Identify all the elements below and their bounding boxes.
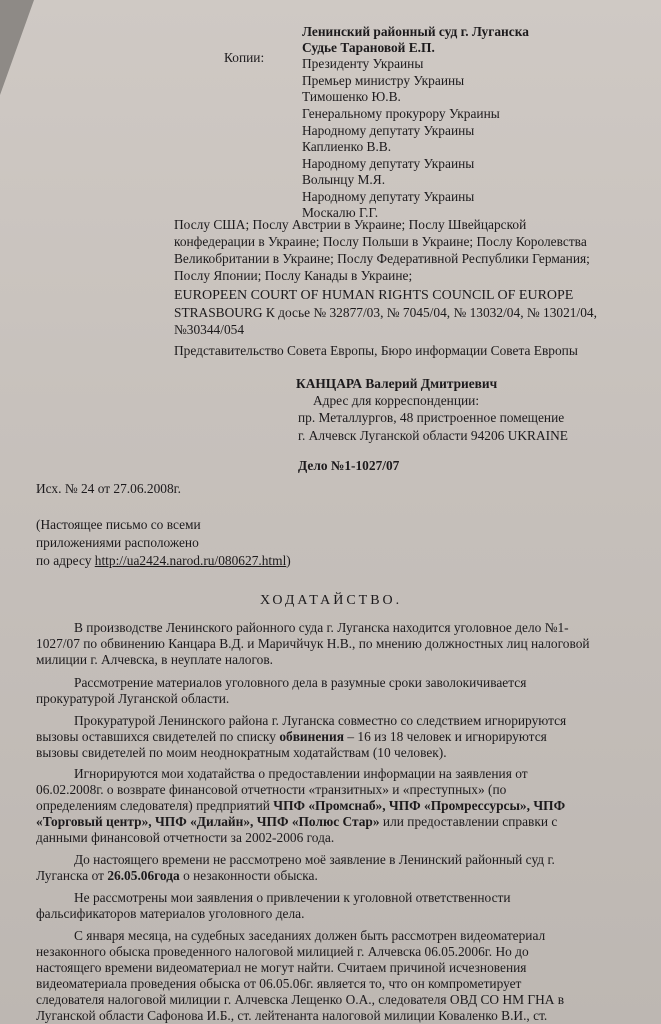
body-line: Не рассмотрены мои заявления о привлечении к уголовной ответственности (74, 890, 511, 905)
body-line: Прокуратурой Ленинского района г. Луганска совместно со следствием игнорируются (74, 713, 567, 728)
body-line: 1027/07 по обвинению Канцара В.Д. и Маричйчук Н.В., по мнению должностных лиц налоговой (36, 636, 590, 651)
body-line: Рассмотрение материалов уголовного дела в разумные сроки заволокичивается (74, 675, 527, 690)
note-link-prefix: по адресу (36, 553, 95, 568)
body-line: настоящего времени видеоматериал не могут найти. Считаем причиной исчезновения (36, 960, 527, 975)
body-bold: «Торговый центр», ЧПФ «Дилайн», ЧПФ «Полюс Стар» (36, 814, 380, 829)
copy-recipient: Волынцу М.Я. (302, 172, 386, 187)
body-line (36, 814, 557, 830)
body-line: Игнорируются мои ходатайства о предоставлении информации на заявления от (74, 766, 528, 781)
body-line: До настоящего времени не рассмотрено моё заявление в Ленинский районный суд г. (74, 852, 555, 867)
body-bold: ЧПФ «Промснаб», ЧПФ «Промрессурсы», ЧПФ (273, 798, 566, 813)
body-text: о незаконности обыска. (179, 868, 318, 883)
note-link-line (36, 553, 291, 569)
body-line (36, 798, 565, 814)
sender-address-line: пр. Металлургов, 48 пристроенное помещение (298, 410, 565, 425)
copies-label: Копии: (224, 50, 265, 65)
body-line: милиции г. Алчевска, в неуплате налогов. (36, 652, 274, 667)
case-number: Дело №1-1027/07 (298, 458, 400, 473)
body-line (36, 868, 318, 884)
body-bold: 26.05.06года (107, 868, 180, 883)
note-line: (Настоящее письмо со всеми (36, 517, 201, 532)
note-line: приложениями расположено (36, 535, 199, 550)
body-line: 06.02.2008г. о возврате финансовой отчетности «транзитных» и «преступных» (по (36, 782, 507, 797)
note-link-suffix: ) (286, 553, 291, 568)
judge-name: Судье Тарановой Е.П. (302, 40, 435, 55)
body-text: вызовы оставшихся свидетелей по списку (36, 729, 276, 744)
body-line: вызовы свидетелей по моим неоднократным ходатайствам (10 человек). (36, 745, 447, 760)
body-line (36, 729, 547, 745)
ambassadors-line: конфедерации в Украине; Послу Польши в Украине; Послу Королевства (174, 234, 587, 249)
body-text: определениям следователя) предприятий (36, 798, 274, 813)
outgoing-number: Исх. № 24 от 27.06.2008г. (36, 481, 181, 496)
ambassadors-line: Послу Японии; Послу Канады в Украине; (174, 268, 413, 283)
copy-recipient: Москалю Г.Г. (302, 205, 379, 220)
body-text: – 16 из 18 человек и игнорируются (343, 729, 547, 744)
body-line: незаконного обыска проведенного налоговой милицией г. Алчевска 06.05.2006г. Но до (36, 944, 529, 959)
body-line: следователя налоговой милиции г. Алчевска Лещенко О.А., следователя ОВД СО НМ ГНА в (36, 992, 565, 1007)
sender-address-line: г. Алчевск Луганской области 94206 UKRAINE (298, 428, 568, 443)
ambassadors-line: Послу США; Послу Австрии в Украине; Послу Швейцарской (174, 217, 527, 232)
copy-recipient: Тимошенко Ю.В. (302, 89, 401, 104)
court-name: Ленинский районный суд г. Луганска (302, 24, 529, 39)
body-bold: обвинения (279, 729, 344, 744)
echr-line: EUROPEEN COURT OF HUMAN RIGHTS COUNCIL OF EUROPE (174, 288, 574, 303)
body-line: С января месяца, на судебных заседаниях должен быть рассмотрен видеоматериал (74, 928, 546, 943)
copy-recipient: Народному депутату Украины (302, 123, 475, 138)
body-line: Луганской области Сафонова И.Б., ст. лейтенанта налоговой милиции Коваленко В.И., ст. (36, 1008, 548, 1023)
copy-recipient: Премьер министру Украины (302, 73, 465, 88)
copy-recipient: Генеральному прокурору Украины (302, 106, 500, 121)
sender-name: КАНЦАРА Валерий Дмитриевич (296, 376, 498, 391)
body-line: прокуратурой Луганской области. (36, 691, 230, 706)
document-heading: ХОДАТАЙСТВО. (260, 593, 403, 608)
body-text: Луганска от (36, 868, 108, 883)
letter-url-link[interactable]: http://ua2424.narod.ru/080627.html (94, 553, 287, 568)
copy-recipient: Каплиенко В.В. (302, 139, 392, 154)
body-line: фальсификаторов материалов уголовного дела. (36, 906, 305, 921)
body-line: данными финансовой отчетности за 2002-2006 года. (36, 830, 335, 845)
copy-recipient: Народному депутату Украины (302, 189, 475, 204)
body-text: или предоставлении справки с (379, 814, 558, 829)
page-corner-shadow (0, 0, 34, 95)
ambassadors-line: Великобритании в Украине; Послу Федеративной Республики Германия; (174, 251, 590, 266)
echr-line: №30344/054 (174, 322, 245, 337)
echr-line: STRASBOURG К досье № 32877/03, № 7045/04, № 13032/04, № 13021/04, (174, 305, 597, 320)
body-line: В производстве Ленинского районного суда г. Луганска находится уголовное дело №1- (74, 620, 569, 635)
sender-address-line: Адрес для корреспонденции: (313, 393, 480, 408)
copy-recipient: Народному депутату Украины (302, 156, 475, 171)
copy-recipient: Президенту Украины (302, 56, 424, 71)
body-line: видеоматериала проведения обыска от 06.05.06г. является то, что он компрометирует (36, 976, 522, 991)
council-of-europe-line: Представительство Совета Европы, Бюро информации Совета Европы (174, 343, 578, 358)
